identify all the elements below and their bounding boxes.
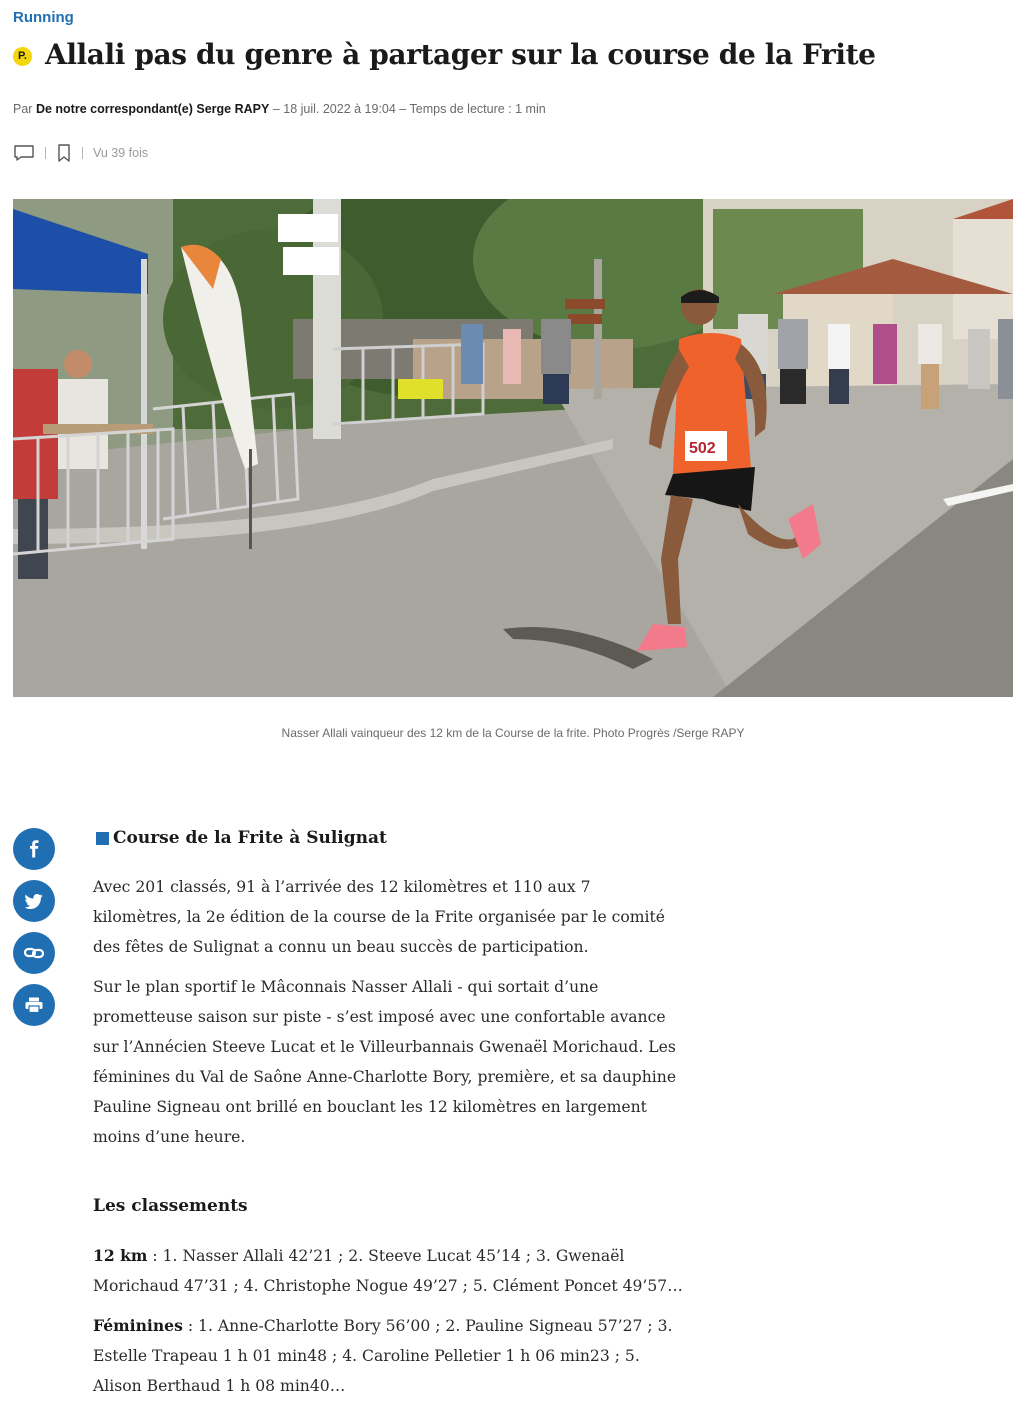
print-button[interactable] (13, 984, 55, 1026)
printer-icon (25, 997, 43, 1013)
ranking-12km-label: 12 km (93, 1246, 148, 1265)
ranking-women-label: Féminines (93, 1316, 183, 1335)
comment-icon[interactable] (13, 144, 35, 162)
ranking-12km-text: : 1. Nasser Allali 42’21 ; 2. Steeve Lucat 45’14 ; 3. Gwenaël Morichaud 47’31 ; 4. Christophe Nogue 49’27 ; 5. Clément Poncet 49’57… (93, 1247, 683, 1295)
page-title: Allali pas du genre à partager sur la course de la Frite (45, 38, 876, 71)
byline-date: – 18 juil. 2022 à 19:04 – (272, 102, 407, 116)
byline-prefix: Par (13, 102, 33, 116)
link-icon (24, 947, 44, 959)
section-heading-text: Course de la Frite à Sulignat (113, 828, 387, 848)
bib-number: 502 (689, 440, 716, 457)
share-facebook-button[interactable] (13, 828, 55, 870)
view-count: Vu 39 fois (93, 146, 149, 160)
byline-reading-time: Temps de lecture : 1 min (409, 102, 546, 116)
article-photo[interactable] (13, 199, 1013, 697)
byline-author: De notre correspondant(e) Serge RAPY (35, 102, 270, 116)
premium-badge (13, 47, 32, 66)
ranking-12km (93, 1241, 683, 1301)
section-square-icon (96, 832, 109, 845)
premium-badge-label: P. (18, 50, 27, 62)
section-heading (96, 828, 387, 848)
category-link[interactable]: Running (13, 9, 74, 26)
byline (13, 102, 546, 116)
ranking-women (93, 1311, 683, 1401)
article-paragraph: Sur le plan sportif le Mâconnais Nasser Allali - qui sortait d’une prometteuse saison sur piste - s’est imposé avec une confortable avance sur l’Annécien Steeve Lucat et le Villeurbannais Gwenaël Morichaud. Les féminines du Val de Saône Anne-Charlotte Bory, première, et sa dauphine Pauline Signeau ont brillé en bouclant les 12 kilomètres en largement moins d’une heure. (93, 978, 677, 1146)
rankings-heading: Les classements (93, 1196, 248, 1216)
bookmark-icon[interactable] (56, 143, 72, 163)
share-copy-link-button[interactable] (13, 932, 55, 974)
toolbar-divider (82, 147, 83, 159)
facebook-icon (27, 840, 41, 858)
share-twitter-button[interactable] (13, 880, 55, 922)
photo-caption: Nasser Allali vainqueur des 12 km de la Course de la frite. Photo Progrès /Serge RAPY (281, 726, 745, 740)
twitter-icon (25, 894, 43, 909)
headline-row (13, 38, 876, 71)
article-toolbar (13, 143, 148, 163)
article-paragraph: Avec 201 classés, 91 à l’arrivée des 12 kilomètres et 110 aux 7 kilomètres, la 2e édition de la course de la Frite organisée par le comité des fêtes de Sulignat a connu un beau succès de participation. (93, 878, 666, 956)
ranking-women-text: : 1. Anne-Charlotte Bory 56’00 ; 2. Pauline Signeau 57’27 ; 3. Estelle Trapeau 1 h 01 min48 ; 4. Caroline Pelletier 1 h 06 min23 ; 5. Alison Berthaud 1 h 08 min40… (93, 1317, 673, 1395)
toolbar-divider (45, 147, 46, 159)
